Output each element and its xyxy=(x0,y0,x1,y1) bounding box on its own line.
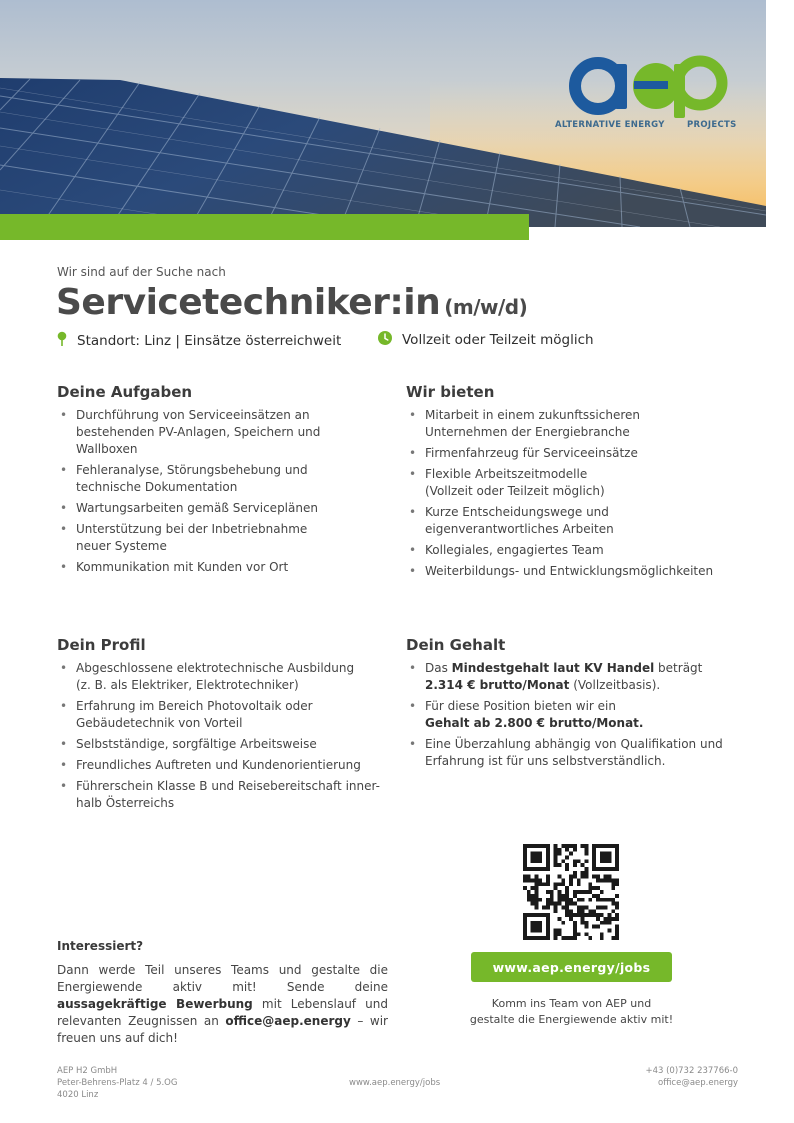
list-item: • Freundliches Auftreten und Kundenorientierung xyxy=(57,757,397,774)
task-list xyxy=(57,407,397,576)
footer-contact xyxy=(645,1065,738,1089)
list-item: • Wartungsarbeiten gemäß Serviceplänen xyxy=(57,500,397,517)
intro-text: Wir sind auf der Suche nach xyxy=(57,265,226,279)
section-profil xyxy=(57,636,397,816)
logo-tagline-right: PROJECTS xyxy=(687,120,737,130)
list-item: • Unterstützung bei der Inbetriebnahme neuer Systeme xyxy=(57,521,397,555)
list-item: • Mitarbeit in einem zukunftssicheren Unternehmen der Energiebranche xyxy=(406,407,746,441)
email-link[interactable]: office@aep.energy xyxy=(225,1014,351,1028)
company-name: AEP H2 GmbH xyxy=(57,1066,118,1076)
list-item: • Firmenfahrzeug für Serviceeinsätze xyxy=(406,445,746,462)
list-item: • Kommunikation mit Kunden vor Ort xyxy=(57,559,397,576)
job-title-text: Servicetechniker:in xyxy=(56,282,441,323)
bold-text: Mindestgehalt laut KV Handel xyxy=(451,661,655,675)
location-info xyxy=(57,331,341,350)
accent-bar xyxy=(0,214,529,240)
qr-code[interactable] xyxy=(523,844,619,940)
bold-text: 2.314 € brutto/Monat xyxy=(425,678,570,692)
list-item xyxy=(406,660,746,694)
list-item: • Kurze Entscheidungswege und eigenverantwortliches Arbeiten xyxy=(406,504,746,538)
location-text: Standort: Linz | Einsätze österreichweit xyxy=(77,332,342,349)
job-title xyxy=(56,282,527,323)
text: Das xyxy=(425,661,452,675)
bold-text: Gehalt ab 2.800 € brutto/Monat. xyxy=(425,716,644,730)
cta-line: gestalte die Energiewende aktiv mit! xyxy=(469,1013,674,1026)
aep-logo-mark xyxy=(568,52,728,118)
list-item xyxy=(406,698,746,732)
worktime-text: Vollzeit oder Teilzeit möglich xyxy=(402,332,594,348)
cta-text xyxy=(440,996,703,1028)
section-title: Dein Gehalt xyxy=(406,636,506,654)
text: mit Lebenslauf und relevanten Zeugnissen an xyxy=(57,997,389,1028)
street: Peter-Behrens-Platz 4 / 5.OG xyxy=(57,1078,178,1088)
text: Dann werde Teil unseres Teams und gestalte die Energiewende aktiv mit! Sende deine xyxy=(57,963,388,994)
worktime-info xyxy=(378,331,594,349)
interest-text xyxy=(57,962,388,1047)
section-title: Wir bieten xyxy=(406,383,495,401)
logo-tagline-left: ALTERNATIVE ENERGY xyxy=(555,120,665,130)
job-title-suffix: (m/w/d) xyxy=(444,295,528,319)
aep-logo xyxy=(552,52,742,134)
profile-list xyxy=(57,660,397,812)
list-item: • Eine Überzahlung abhängig von Qualifikation und Erfahrung ist für uns selbstverständlich. xyxy=(406,736,746,770)
list-item: • Kollegiales, engagiertes Team xyxy=(406,542,746,559)
jobs-link-button[interactable]: www.aep.energy/jobs xyxy=(471,952,672,982)
list-item: • Selbstständige, sorgfältige Arbeitsweise xyxy=(57,736,397,753)
hero-image xyxy=(0,0,766,227)
text: Für diese Position bieten wir ein xyxy=(425,699,616,713)
phone[interactable]: +43 (0)732 237766-0 xyxy=(645,1066,738,1076)
list-item: • Führerschein Klasse B und Reisebereitschaft inner- halb Österreichs xyxy=(57,778,397,812)
cta-line: Komm ins Team von AEP und xyxy=(491,997,652,1010)
list-item: • Durchführung von Serviceeinsätzen an bestehenden PV-Anlagen, Speichern und Wallboxen xyxy=(57,407,397,458)
email[interactable]: office@aep.energy xyxy=(658,1078,738,1088)
interest-heading: Interessiert? xyxy=(57,939,144,953)
section-title: Dein Profil xyxy=(57,636,146,654)
footer-web[interactable]: www.aep.energy/jobs xyxy=(349,1078,441,1088)
footer-address xyxy=(57,1065,177,1101)
section-bieten xyxy=(406,383,746,584)
section-title: Deine Aufgaben xyxy=(57,383,193,401)
list-item: • Erfahrung im Bereich Photovoltaik oder Gebäudetechnik von Vorteil xyxy=(57,698,397,732)
text: beträgt xyxy=(658,661,703,675)
section-aufgaben xyxy=(57,383,397,580)
list-item: • Abgeschlossene elektrotechnische Ausbildung (z. B. als Elektriker, Elektrotechniker) xyxy=(57,660,397,694)
list-item: • Fehleranalyse, Störungsbehebung und technische Dokumentation xyxy=(57,462,397,496)
city: 4020 Linz xyxy=(57,1090,99,1100)
text: (Vollzeitbasis). xyxy=(569,678,661,692)
list-item: • Weiterbildungs- und Entwicklungsmöglichkeiten xyxy=(406,563,746,580)
benefit-list xyxy=(406,407,746,580)
location-pin-icon xyxy=(57,331,67,350)
clock-icon xyxy=(378,331,392,349)
section-gehalt xyxy=(406,636,746,774)
salary-list xyxy=(406,660,746,770)
list-item: • Flexible Arbeitszeitmodelle (Vollzeit oder Teilzeit möglich) xyxy=(406,466,746,500)
text: – wir freuen uns auf dich! xyxy=(57,1014,388,1045)
bold-text: aussagekräftige Bewerbung xyxy=(57,997,253,1011)
